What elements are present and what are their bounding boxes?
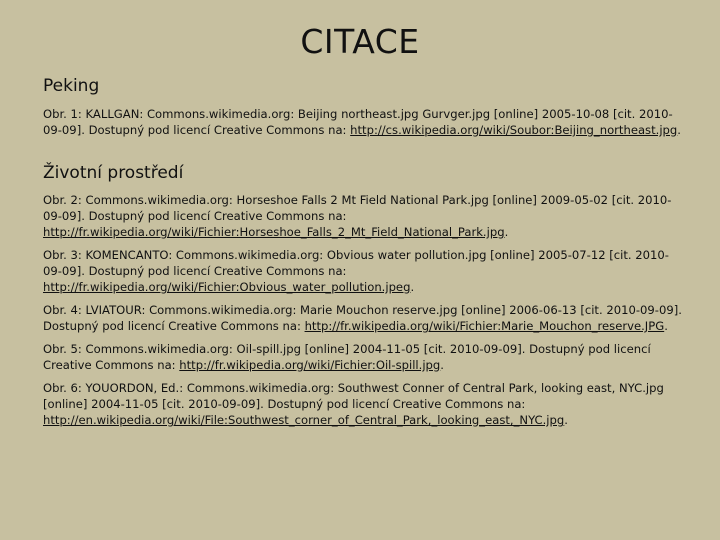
citation-item	[43, 247, 683, 295]
citation-text: Obr. 4: LVIATOUR: Commons.wikimedia.org: Marie Mouchon reserve.jpg [online] 2006-06-13 [cit. 2010-09-09]. Dostupný pod licencí Creative Commons na:	[43, 303, 682, 333]
section-heading: Peking	[43, 76, 100, 96]
citation-link[interactable]: http://fr.wikipedia.org/wiki/Fichier:Marie_Mouchon_reserve.JPG	[304, 319, 665, 333]
page-title: CITACE	[300, 22, 420, 61]
citation-tail: .	[564, 413, 568, 427]
citation-tail: .	[677, 123, 681, 137]
citation-link[interactable]: http://fr.wikipedia.org/wiki/Fichier:Horseshoe_Falls_2_Mt_Field_National_Park.jpg	[43, 225, 505, 239]
citation-tail: .	[410, 280, 415, 294]
citation-text: Obr. 3: KOMENCANTO: Commons.wikimedia.org: Obvious water pollution.jpg [online] 2005-07-12 [cit. 2010-09-09]. Dostupný pod licencí Creative Commons na:	[43, 248, 669, 278]
citation-text: Obr. 1: KALLGAN: Commons.wikimedia.org: Beijing northeast.jpg Gurvger.jpg [online] 2005-10-08 [cit. 2010-09-09]. Dostupný pod licencí Creative Commons na:	[43, 107, 673, 137]
citation-link[interactable]: http://cs.wikipedia.org/wiki/Soubor:Beijing_northeast.jpg	[350, 123, 678, 137]
section-heading: Životní prostředí	[43, 163, 184, 183]
citation-link[interactable]: http://en.wikipedia.org/wiki/File:Southwest_corner_of_Central_Park,_looking_east,_NYC.jpg	[43, 413, 565, 427]
citation-text: Obr. 5: Commons.wikimedia.org: Oil-spill.jpg [online] 2004-11-05 [cit. 2010-09-09]. Dostupný pod licencí Creative Commons na:	[43, 342, 651, 372]
citation-link[interactable]: http://fr.wikipedia.org/wiki/Fichier:Oil-spill.jpg	[179, 358, 441, 372]
section-peking	[43, 76, 683, 138]
citation-text: Obr. 2: Commons.wikimedia.org: Horseshoe Falls 2 Mt Field National Park.jpg [online] 2009-05-02 [cit. 2010-09-09]. Dostupný pod licencí Creative Commons na:	[43, 193, 672, 223]
citation-item	[43, 341, 683, 373]
citation-list	[43, 76, 683, 435]
citation-item	[43, 302, 683, 334]
section-zivotni-prostredi	[43, 163, 683, 428]
citation-tail: .	[664, 319, 668, 333]
citation-link[interactable]: http://fr.wikipedia.org/wiki/Fichier:Obvious_water_pollution.jpeg	[43, 280, 411, 294]
citation-item	[43, 192, 683, 240]
citation-tail: .	[440, 358, 444, 372]
citation-text: Obr. 6: YOUORDON, Ed.: Commons.wikimedia.org: Southwest Conner of Central Park, looking east, NYC.jpg [online] 2004-11-05 [cit. 2010-09-09]. Dostupný pod licencí Creative Commons na:	[43, 381, 664, 411]
citation-tail: .	[504, 225, 509, 239]
citation-item	[43, 380, 683, 428]
citation-item	[43, 106, 683, 138]
